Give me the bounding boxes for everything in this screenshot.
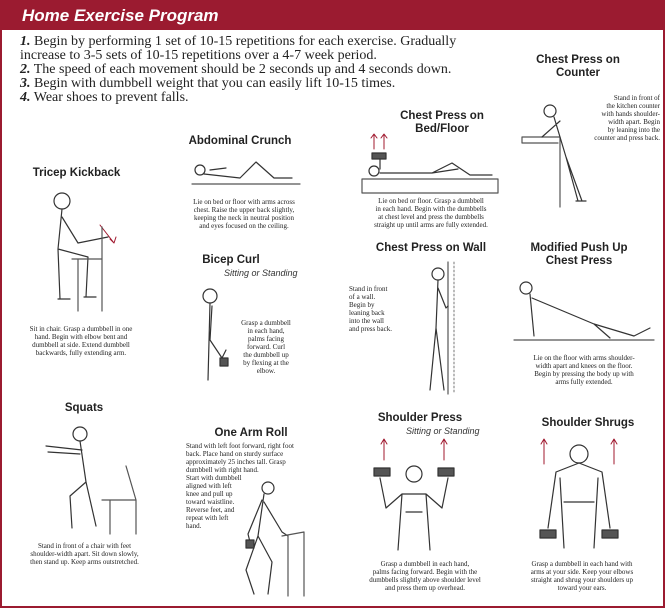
exercise-desc-chest-press-wall: Stand in front of a wall. Begin by leaning back into the wall and press back. bbox=[349, 285, 392, 333]
instructions-list bbox=[20, 35, 480, 105]
one-arm-roll-figure bbox=[228, 480, 308, 600]
exercise-desc-shoulder-shrugs: Grasp a dumbbell in each hand with arms at your side. Keep your elbows straight and shrug your shoulders up toward your ears. bbox=[530, 560, 634, 592]
exercise-desc-shoulder-press: Grasp a dumbbell in each hand, palms facing forward. Begin with the dumbbells slightly above shoulder level and press them up overhead. bbox=[369, 560, 481, 592]
exercise-title-tricep-kickback: Tricep Kickback bbox=[32, 167, 121, 179]
exercise-desc-one-arm-roll-side: Start with dumbbell aligned with left knee and pull up toward waistline. Reverse feet, and repeat with left hand. bbox=[186, 474, 242, 530]
exercise-subtitle-bicep-curl: Sitting or Standing bbox=[224, 268, 298, 278]
instruction-item-continued: increase to 3-5 sets of 10-15 repetitions over a 4-7 week period. bbox=[20, 48, 377, 63]
exercise-title-squats: Squats bbox=[64, 402, 104, 414]
exercise-title-abdominal-crunch: Abdominal Crunch bbox=[188, 135, 292, 147]
header-bar bbox=[2, 2, 663, 30]
instruction-item: 4. Wear shoes to prevent falls. bbox=[20, 90, 189, 105]
instruction-item: 2. The speed of each movement should be 2 seconds up and 4 seconds down. bbox=[20, 62, 452, 77]
exercise-desc-chest-press-bed: Lie on bed or floor. Grasp a dumbbell in each hand. Begin with the dumbbells at chest level and press the dumbbells straight up until arms are fully extended. bbox=[374, 197, 488, 229]
instruction-item: 3. Begin with dumbbell weight that you can easily lift 10-15 times. bbox=[20, 76, 396, 91]
chest-press-counter-figure bbox=[520, 97, 600, 212]
chest-press-bed-figure bbox=[362, 127, 502, 197]
exercise-title-modified-push-up: Modified Push Up Chest Press bbox=[530, 242, 628, 267]
modified-push-up-figure bbox=[514, 276, 654, 346]
exercise-title-bicep-curl: Bicep Curl bbox=[202, 254, 260, 266]
instruction-item: 1. Begin by performing 1 set of 10-15 repetitions for each exercise. Gradually bbox=[20, 34, 457, 49]
exercise-desc-bicep-curl: Grasp a dumbbell in each hand, palms facing forward. Curl the dumbbell up by flexing at the elbow. bbox=[241, 319, 291, 375]
exercise-title-shoulder-press: Shoulder Press bbox=[377, 412, 463, 424]
exercise-desc-squats: Stand in front of a chair with feet shoulder-width apart. Sit down slowly, then stand up. Keep arms outstretched. bbox=[30, 542, 139, 566]
shoulder-press-figure bbox=[366, 438, 466, 554]
exercise-title-chest-press-counter: Chest Press on Counter bbox=[536, 54, 620, 79]
exercise-title-one-arm-roll: One Arm Roll bbox=[214, 427, 288, 439]
abdominal-crunch-figure bbox=[192, 152, 302, 192]
shoulder-shrugs-figure bbox=[534, 438, 624, 552]
exercise-desc-modified-push-up: Lie on the floor with arms shoulder- width apart and knees on the floor. Begin by pressing the body up with arms fully extended. bbox=[533, 354, 635, 386]
squats-figure bbox=[40, 422, 140, 537]
exercise-title-chest-press-bed: Chest Press on Bed/Floor bbox=[400, 110, 484, 135]
exercise-subtitle-shoulder-press: Sitting or Standing bbox=[406, 426, 480, 436]
exercise-desc-one-arm-roll-top: Stand with left foot forward, right foot back. Place hand on sturdy surface approximately 25 inches tall. Grasp dumbbell with right hand. bbox=[186, 442, 294, 474]
exercise-title-chest-press-wall: Chest Press on Wall bbox=[375, 242, 487, 254]
exercise-desc-chest-press-counter: Stand in front of the kitchen counter with hands shoulder- width apart. Begin by leaning into the counter and press back. bbox=[594, 94, 660, 142]
page-title: Home Exercise Program bbox=[22, 6, 219, 25]
tricep-kickback-figure bbox=[22, 187, 132, 322]
chest-press-wall-figure bbox=[402, 258, 462, 398]
exercise-desc-abdominal-crunch: Lie on bed or floor with arms across chest. Raise the upper back slightly, keeping the neck in neutral position and eyes focused on the ceiling. bbox=[193, 198, 295, 230]
exercise-desc-tricep-kickback: Sit in chair. Grasp a dumbbell in one hand. Begin with elbow bent and dumbbell at side. Extend dumbbell backwards, fully extending arm. bbox=[29, 325, 133, 357]
exercise-title-shoulder-shrugs: Shoulder Shrugs bbox=[541, 417, 635, 429]
